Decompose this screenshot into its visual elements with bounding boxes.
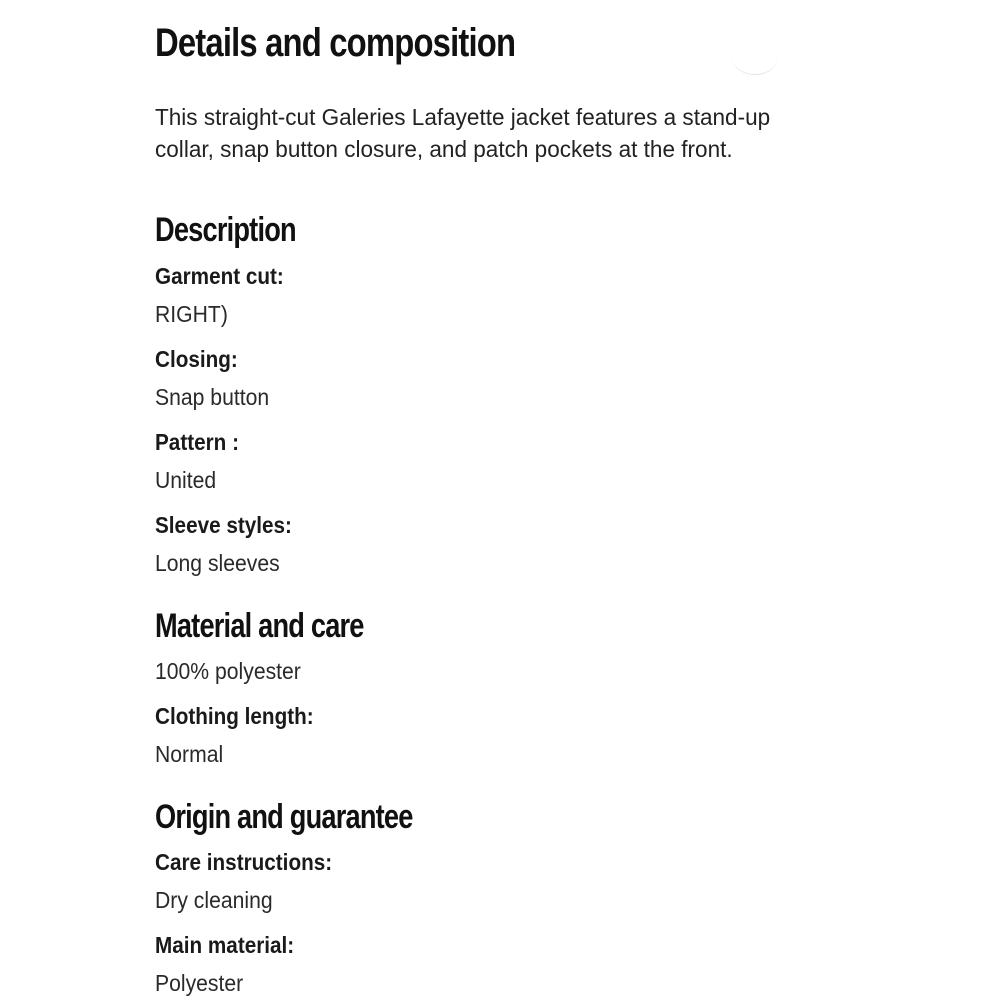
garment-cut-value: RIGHT) [155,301,228,327]
page-title: Details and composition [155,21,516,65]
garment-cut-label: Garment cut: [155,263,284,289]
care-instructions-value: Dry cleaning [155,887,273,913]
clothing-length-label: Clothing length: [155,703,314,729]
material-and-care-heading: Material and care [155,607,364,645]
pattern-label: Pattern : [155,429,239,455]
sleeve-styles-value: Long sleeves [155,550,280,576]
composition-value: 100% polyester [155,658,301,684]
partial-circle-decoration [732,40,778,75]
product-intro-text: This straight-cut Galeries Lafayette jacket features a stand-up collar, snap button closure, and patch pockets at the front. [155,104,771,162]
care-instructions-label: Care instructions: [155,849,333,875]
clothing-length-value: Normal [155,741,224,767]
pattern-value: United [155,467,217,493]
main-material-label: Main material: [155,932,295,958]
closing-value: Snap button [155,384,270,410]
origin-and-guarantee-heading: Origin and guarantee [155,798,413,836]
main-material-value: Polyester [155,970,244,996]
sleeve-styles-label: Sleeve styles: [155,512,292,538]
closing-label: Closing: [155,346,238,372]
description-heading: Description [155,211,296,249]
